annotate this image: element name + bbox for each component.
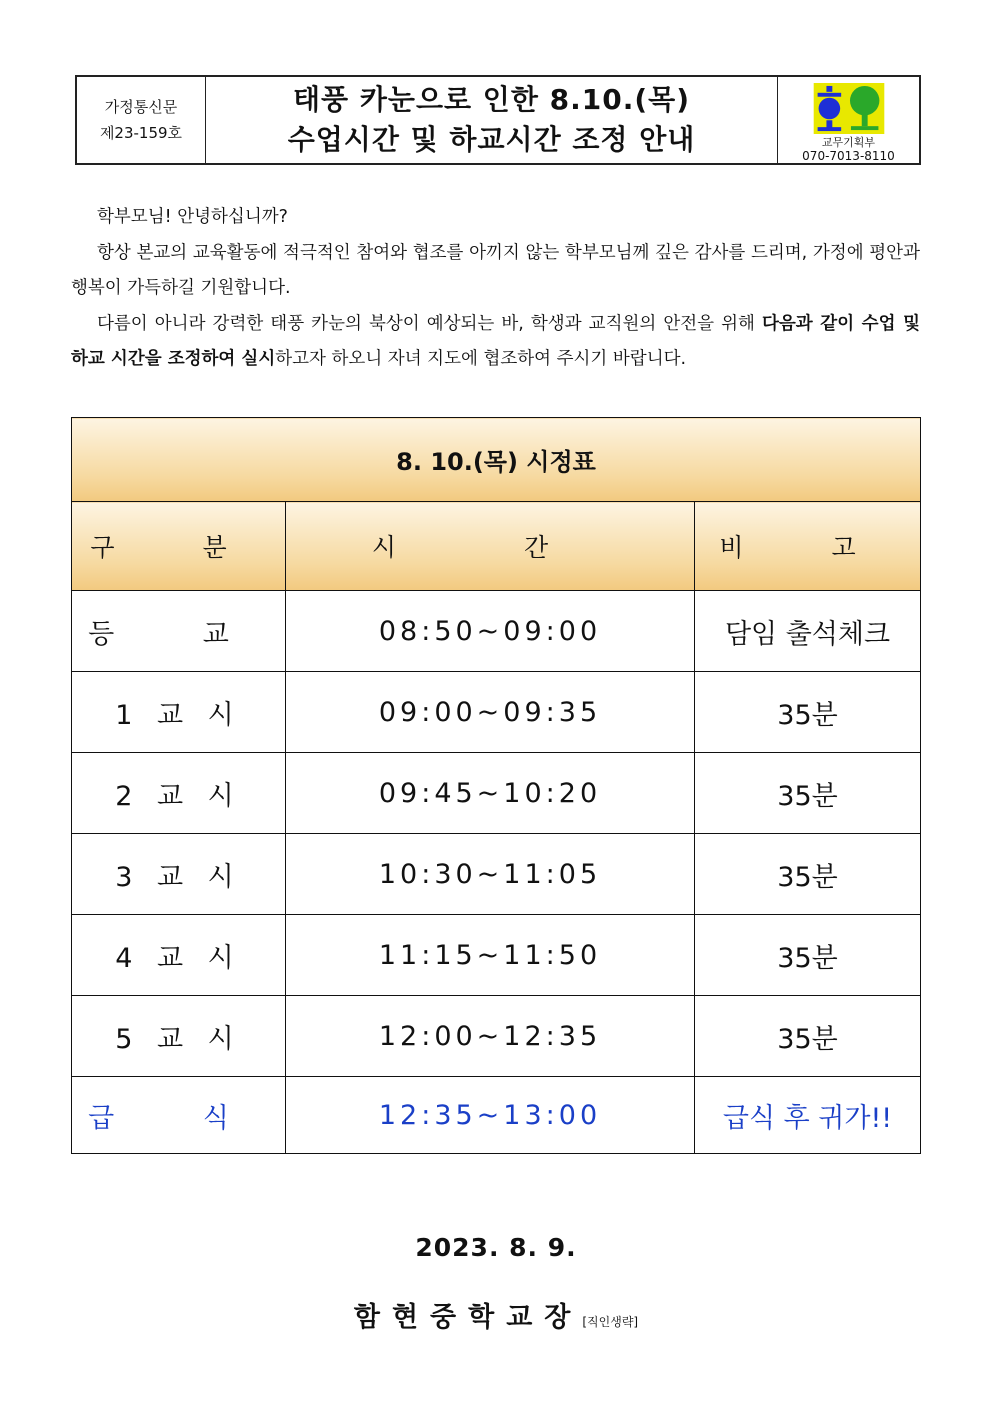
table-row bbox=[72, 672, 921, 753]
dept-name: 교무기획부 bbox=[821, 136, 876, 149]
schedule-table bbox=[71, 417, 921, 1154]
seal-note: [직인생략] bbox=[582, 1315, 639, 1329]
row-label: 2 교 시 bbox=[72, 753, 286, 834]
row-time: 12:00~12:35 bbox=[286, 996, 695, 1077]
doc-info bbox=[77, 77, 206, 163]
row-label: 1 교 시 bbox=[72, 672, 286, 753]
row-note: 35분 bbox=[695, 996, 921, 1077]
schedule-header-row bbox=[72, 502, 921, 591]
title-line-2: 수업시간 및 하교시간 조정 안내 bbox=[287, 123, 696, 156]
title-line-1: 태풍 카눈으로 인한 8.10.(목) bbox=[293, 83, 690, 116]
row-note: 담임 출석체크 bbox=[695, 591, 921, 672]
notice-header bbox=[75, 75, 921, 165]
row-label: 급 식 bbox=[72, 1077, 286, 1154]
signer-block bbox=[0, 1295, 992, 1334]
schedule-title: 8. 10.(목) 시정표 bbox=[72, 418, 921, 502]
paragraph-2 bbox=[71, 307, 920, 378]
paragraph-1: 항상 본교의 교육활동에 적극적인 참여와 협조를 아끼지 않는 학부모님께 깊은 감사를 드리며, 가정에 평안과 행복이 가득하길 기원합니다. bbox=[71, 242, 920, 298]
column-header-time: 시 간 bbox=[286, 502, 695, 591]
notice-date: 2023. 8. 9. bbox=[415, 1233, 577, 1262]
row-label: 등 교 bbox=[72, 591, 286, 672]
table-row bbox=[72, 996, 921, 1077]
column-header-note: 비 고 bbox=[695, 502, 921, 591]
dept-info bbox=[777, 77, 919, 163]
schedule-title-row bbox=[72, 418, 921, 502]
paragraph-2-emphasis: 다음과 같이 수업 및 하교 시간을 조정하여 실시 bbox=[71, 313, 920, 369]
row-note: 35분 bbox=[695, 915, 921, 996]
row-note: 급식 후 귀가!! bbox=[695, 1077, 921, 1154]
table-row bbox=[72, 591, 921, 672]
dept-tel: 070-7013-8110 bbox=[802, 149, 895, 163]
row-time: 09:00~09:35 bbox=[286, 672, 695, 753]
table-row bbox=[72, 915, 921, 996]
column-header-category: 구 분 bbox=[72, 502, 286, 591]
row-note: 35분 bbox=[695, 672, 921, 753]
greeting: 학부모님! 안녕하십니까? bbox=[97, 207, 288, 227]
row-time: 12:35~13:00 bbox=[286, 1077, 695, 1154]
row-label: 4 교 시 bbox=[72, 915, 286, 996]
paragraph-2-part-b: 하고자 하오니 자녀 지도에 협조하여 주시기 바랍니다. bbox=[275, 349, 687, 369]
row-time: 09:45~10:20 bbox=[286, 753, 695, 834]
row-label: 3 교 시 bbox=[72, 834, 286, 915]
signer-name: 함현중학교장 bbox=[353, 1302, 583, 1333]
row-note: 35분 bbox=[695, 753, 921, 834]
row-label: 5 교 시 bbox=[72, 996, 286, 1077]
row-time: 10:30~11:05 bbox=[286, 834, 695, 915]
row-time: 08:50~09:00 bbox=[286, 591, 695, 672]
paragraph-2-part-a: 다름이 아니라 강력한 태풍 카눈의 북상이 예상되는 바, 학생과 교직원의 안전을 위해 bbox=[97, 313, 762, 334]
doc-number: 제23-159호 bbox=[99, 124, 183, 142]
row-time: 11:15~11:50 bbox=[286, 915, 695, 996]
row-note: 35분 bbox=[695, 834, 921, 915]
table-row bbox=[72, 753, 921, 834]
table-row bbox=[72, 834, 921, 915]
doc-type: 가정통신문 bbox=[104, 98, 178, 116]
page-title bbox=[206, 77, 777, 163]
notice-body bbox=[71, 200, 920, 378]
school-logo-icon bbox=[813, 83, 885, 134]
table-row-lunch bbox=[72, 1077, 921, 1154]
